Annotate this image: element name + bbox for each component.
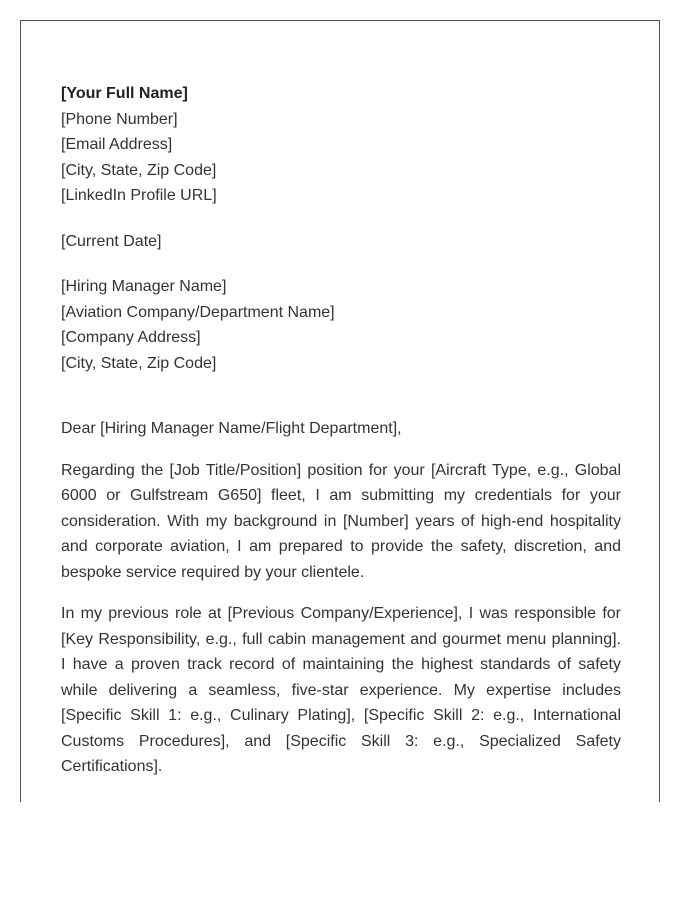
- salutation: [61, 416, 621, 442]
- sender-full-name: [Your Full Name]: [61, 85, 188, 102]
- body-paragraph-1: Regarding the [Job Title/Position] position for your [Aircraft Type, e.g., Global 6000 or Gulfstream G650] fleet, I am submitting my credentials for your consideration. With my background in [Number] years of high-end hospitality and corporate aviation, I am prepared to provide the safety, discretion, and bespoke service required by your clientele.: [61, 461, 621, 581]
- recipient-info: [61, 274, 621, 376]
- sender-city-state-zip: [City, State, Zip Code]: [61, 161, 217, 179]
- date-block: [61, 229, 621, 255]
- recipient-company-name: [Aviation Company/Department Name]: [61, 303, 335, 321]
- salutation-text: Dear [Hiring Manager Name/Flight Department],: [61, 420, 402, 437]
- sender-phone: [Phone Number]: [61, 110, 178, 128]
- body-paragraph-2: In my previous role at [Previous Company/Experience], I was responsible for [Key Responsibility, e.g., full cabin management and gourmet menu planning]. I have a proven track record of maintaining the highest standards of safety while delivering a seamless, five-star experience. My expertise includes [Specific Skill 1: e.g., Culinary Plating], [Specific Skill 2: e.g., International Customs Procedures], and [Specific Skill 3: e.g., Specialized Safety Certifications].: [61, 605, 621, 775]
- sender-linkedin: [LinkedIn Profile URL]: [61, 187, 217, 204]
- sender-info: [61, 81, 621, 209]
- recipient-company-address: [Company Address]: [61, 329, 201, 346]
- recipient-hiring-manager: [Hiring Manager Name]: [61, 278, 227, 295]
- recipient-city-state-zip: [City, State, Zip Code]: [61, 354, 217, 372]
- sender-email: [Email Address]: [61, 136, 173, 153]
- letter-body: [61, 81, 621, 796]
- letter-page: [20, 20, 660, 802]
- current-date: [Current Date]: [61, 232, 162, 250]
